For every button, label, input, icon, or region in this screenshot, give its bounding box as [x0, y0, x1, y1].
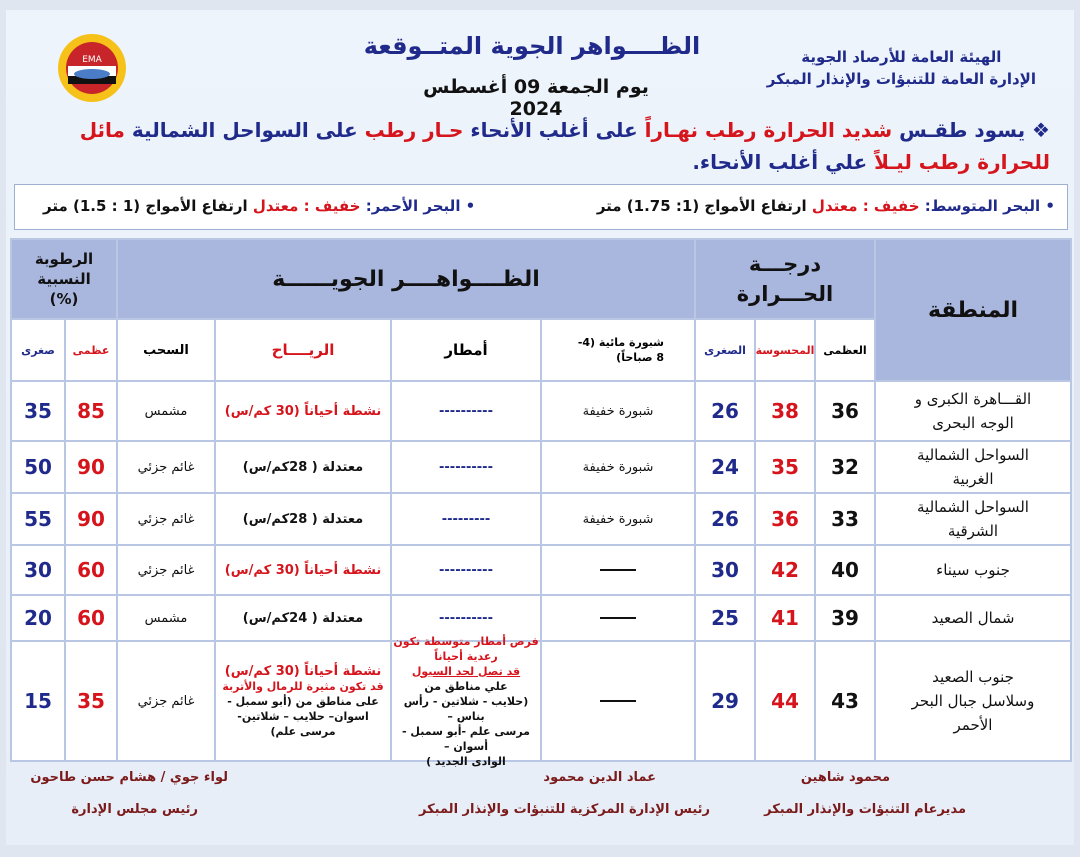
humidity-min-cell: 30	[12, 546, 64, 594]
temp-max-cell: 36	[816, 382, 874, 440]
signature-title-3: رئيس مجلس الإدارة	[71, 802, 198, 817]
temp-min-cell: 25	[696, 596, 754, 640]
subheader-wind: الريــــاح	[216, 320, 390, 380]
subheader-clouds: السحب	[118, 320, 214, 380]
wind-cell: نشطة أحياناً (30 كم/س)	[216, 546, 390, 594]
rain-note-line: رعدية أحياناً	[434, 649, 498, 663]
wind-cell: معتدلة ( 28كم/س)	[216, 494, 390, 544]
humidity-max-cell: 90	[66, 494, 116, 544]
temp-max-cell: 32	[816, 442, 874, 492]
cloud-cell: مشمس	[118, 596, 214, 640]
signature-title-1: مديرعام التنبؤات والإنذار المبكر	[764, 802, 966, 817]
temp-min-cell: 26	[696, 494, 754, 544]
temp-max-cell: 43	[816, 642, 874, 760]
bullet-icon: ❖	[1025, 118, 1050, 142]
dash-line	[600, 569, 636, 571]
fog-cell	[542, 642, 694, 760]
humidity-max-cell: 60	[66, 596, 116, 640]
header-temperature: درجـــة الحـــرارة	[696, 240, 874, 318]
humidity-max-cell: 85	[66, 382, 116, 440]
humidity-min-cell: 55	[12, 494, 64, 544]
rain-note-line: فرص أمطار متوسطة تكون	[393, 634, 539, 648]
region-cell: السواحل الشمالية الغربية	[876, 442, 1070, 492]
region-cell: السواحل الشمالية الشرقية	[876, 494, 1070, 544]
rain-note-line: علي مناطق من	[424, 679, 508, 693]
rain-cell: ----------	[392, 546, 540, 594]
forecast-table	[10, 238, 1072, 768]
wind-cell: نشطة أحياناً (30 كم/س)	[216, 382, 390, 440]
wind-note-line: مرسى علم)	[270, 724, 336, 738]
wind-cell	[216, 642, 390, 760]
temp-feels-cell: 44	[756, 642, 814, 760]
fog-cell	[542, 546, 694, 594]
dash-line	[600, 617, 636, 619]
rain-note-line: قد تصل لحد السيول	[411, 664, 521, 678]
subheader-humidity-min: صغرى	[12, 320, 64, 380]
humidity-max-cell: 35	[66, 642, 116, 760]
cloud-cell: غائم جزئي	[118, 442, 214, 492]
org-line-2: الإدارة العامة للتنبؤات والإنذار المبكر	[766, 70, 1036, 88]
svg-text:EMA: EMA	[82, 55, 102, 65]
wind-note-line: اسوان– حلايب – شلاتين-	[237, 709, 369, 723]
subheader-feels-like: المحسوسة	[756, 320, 814, 380]
humidity-max-cell: 90	[66, 442, 116, 492]
temp-min-cell: 26	[696, 382, 754, 440]
rain-note-line: الوادى الجديد )	[426, 754, 506, 768]
rain-cell: ----------	[392, 382, 540, 440]
header-humidity: الرطوبة النسبية (%)	[12, 240, 116, 318]
wind-cell: معتدلة ( 24كم/س)	[216, 596, 390, 640]
temp-feels-cell: 36	[756, 494, 814, 544]
rain-cell	[392, 634, 540, 768]
fog-cell: شبورة خفيفة	[542, 442, 694, 492]
rain-cell: ---------	[392, 494, 540, 544]
sea-state-box	[14, 184, 1068, 230]
cloud-cell: غائم جزئي	[118, 494, 214, 544]
temp-feels-cell: 38	[756, 382, 814, 440]
org-line-1: الهيئة العامة للأرصاد الجوية	[801, 48, 1002, 66]
signature-name-2: عماد الدين محمود	[543, 770, 656, 785]
temp-feels-cell: 35	[756, 442, 814, 492]
temp-feels-cell: 42	[756, 546, 814, 594]
rain-cell: ----------	[392, 596, 540, 640]
signature-name-3: لواء جوي / هشام حسن طاحون	[30, 770, 228, 785]
region-cell: جنوب الصعيد وسلاسل جبال البحر الأحمر	[876, 642, 1070, 760]
humidity-min-cell: 35	[12, 382, 64, 440]
subheader-min: الصغرى	[696, 320, 754, 380]
humidity-min-cell: 50	[12, 442, 64, 492]
subheader-humidity-max: عظمى	[66, 320, 116, 380]
fog-cell: شبورة خفيفة	[542, 494, 694, 544]
temp-min-cell: 29	[696, 642, 754, 760]
page-title: الظــــواهر الجوية المتــوقعة	[363, 32, 701, 60]
forecast-page	[6, 10, 1074, 845]
wind-cell: معتدلة ( 28كم/س)	[216, 442, 390, 492]
weather-summary: ❖ يسود طقـس شديد الحرارة رطب نهـاراً على أغلب الأنحاء حـار رطب على السواحل الشمالية مائل للحرارة رطب ليـلاً علي أغلب الأنحاء.	[79, 118, 1050, 174]
temp-max-cell: 40	[816, 546, 874, 594]
cloud-cell: غائم جزئي	[118, 642, 214, 760]
ema-logo	[42, 30, 142, 106]
forecast-date: يوم الجمعة 09 أغسطس 2024	[423, 76, 649, 120]
temp-min-cell: 30	[696, 546, 754, 594]
temp-max-cell: 39	[816, 596, 874, 640]
wind-note-line: على مناطق من (أبو سمبل -	[227, 694, 379, 708]
header-phenomena: الظــــواهــــر الجويــــــة	[118, 240, 694, 318]
region-cell: جنوب سيناء	[876, 546, 1070, 594]
cloud-cell: غائم جزئي	[118, 546, 214, 594]
organization-name	[767, 46, 1036, 90]
rain-note-line: (حلايب - شلاتين - رأس بناس –	[403, 694, 529, 723]
red-sea-state: • البحر الأحمر: خفيف : معتدل ارتفاع الأمواج (1 : 1.5) متر	[43, 197, 476, 215]
temp-max-cell: 33	[816, 494, 874, 544]
signature-title-2: رئيس الإدارة المركزية للتنبؤات والإنذار المبكر	[419, 802, 710, 817]
rain-note-line: مرسى علم -أبو سمبل - أسوان –	[402, 724, 530, 753]
fog-cell	[542, 596, 694, 640]
humidity-min-cell: 15	[12, 642, 64, 760]
mediterranean-sea-state: • البحر المتوسط: خفيف : معتدل ارتفاع الأمواج (1: 1.75) متر	[596, 197, 1055, 215]
subheader-fog: شبورة مائية (4-8 صباحاً)	[542, 320, 694, 380]
subheader-max: العظمى	[816, 320, 874, 380]
temp-feels-cell: 41	[756, 596, 814, 640]
region-cell: القـــاهرة الكبرى و الوجه البحرى	[876, 382, 1070, 440]
signature-name-1: محمود شاهين	[800, 770, 890, 785]
wind-note-line: نشطة أحياناً (30 كم/س)	[224, 663, 382, 679]
fog-cell: شبورة خفيفة	[542, 382, 694, 440]
wind-note-line: قد تكون مثيرة للرمال والأتربة	[222, 679, 384, 693]
header-region: المنطقة	[876, 240, 1070, 380]
subheader-rain: أمطار	[392, 320, 540, 380]
dash-line	[600, 700, 636, 702]
cloud-cell: مشمس	[118, 382, 214, 440]
humidity-min-cell: 20	[12, 596, 64, 640]
humidity-max-cell: 60	[66, 546, 116, 594]
region-cell: شمال الصعيد	[876, 596, 1070, 640]
rain-cell: ----------	[392, 442, 540, 492]
temp-min-cell: 24	[696, 442, 754, 492]
